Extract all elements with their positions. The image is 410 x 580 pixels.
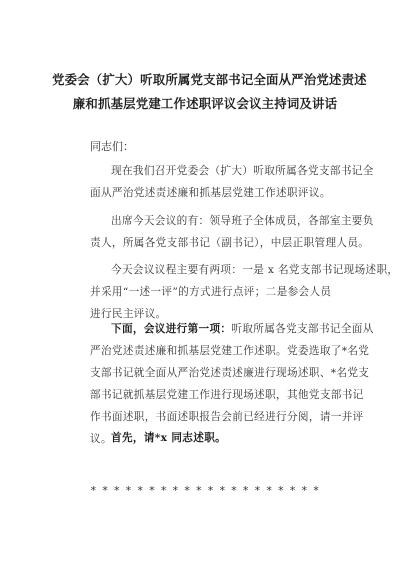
title-line: 党委会（扩大）听取所属党支部书记全面从严治党述责述 bbox=[52, 72, 367, 87]
paragraph-line: 议。 bbox=[90, 433, 112, 445]
paragraph-line: 现在我们召开党委会（扩大）听取所属各党支部书记全 bbox=[111, 165, 374, 177]
paragraph-line: 作书面述职，书面述职报告会前已经进行分阅，请一并评 bbox=[90, 411, 364, 423]
paragraph-agenda bbox=[90, 259, 399, 325]
paragraph-opening bbox=[90, 160, 374, 204]
title-line: 廉和抓基层党建工作述职评议会议主持词及讲话 bbox=[72, 96, 338, 111]
paragraph-line: 并采用“一述一评”的方式进行点评；二是参会人员 bbox=[90, 286, 332, 298]
document-title bbox=[52, 68, 367, 116]
paragraph-lead-bold: 下面，会议进行第一项： bbox=[111, 323, 232, 335]
salutation: 同志们： bbox=[90, 140, 134, 153]
paragraph-line: 面从严治党述责述廉和抓基层党建工作述职评议。 bbox=[90, 187, 331, 199]
paragraph-line: 今天会议议程主要有两项：一是 x 名党支部书记现场述职， bbox=[111, 264, 399, 276]
paragraph-line-text: 听取所属各党支部书记全面从 bbox=[231, 323, 374, 335]
paragraph-attendees bbox=[90, 210, 374, 254]
paragraph-line: 出席今天会议的有：领导班子全体成员，各部室主要负 bbox=[111, 215, 374, 227]
paragraph-line: 部书记就抓基层党建工作进行现场述职，其他党支部书记 bbox=[90, 389, 364, 401]
paragraph-first-speaker bbox=[90, 427, 358, 449]
paragraph-line: 严治党述责述廉和抓基层党建工作述职。党委选取了*名党 bbox=[90, 345, 370, 357]
separator-stars: ******************** bbox=[90, 484, 325, 497]
paragraph-line: 进行民主评议。 bbox=[90, 308, 167, 320]
paragraph-line: 支部书记就全面从严治党述责述廉进行现场述职、*名党支 bbox=[90, 367, 370, 379]
paragraph-line: 责人，所属各党支部书记（副书记），中层正职管理人员。 bbox=[90, 237, 370, 249]
paragraph-line: 首先，请*x 同志述职。 bbox=[111, 432, 227, 444]
paragraph-line bbox=[90, 318, 374, 340]
